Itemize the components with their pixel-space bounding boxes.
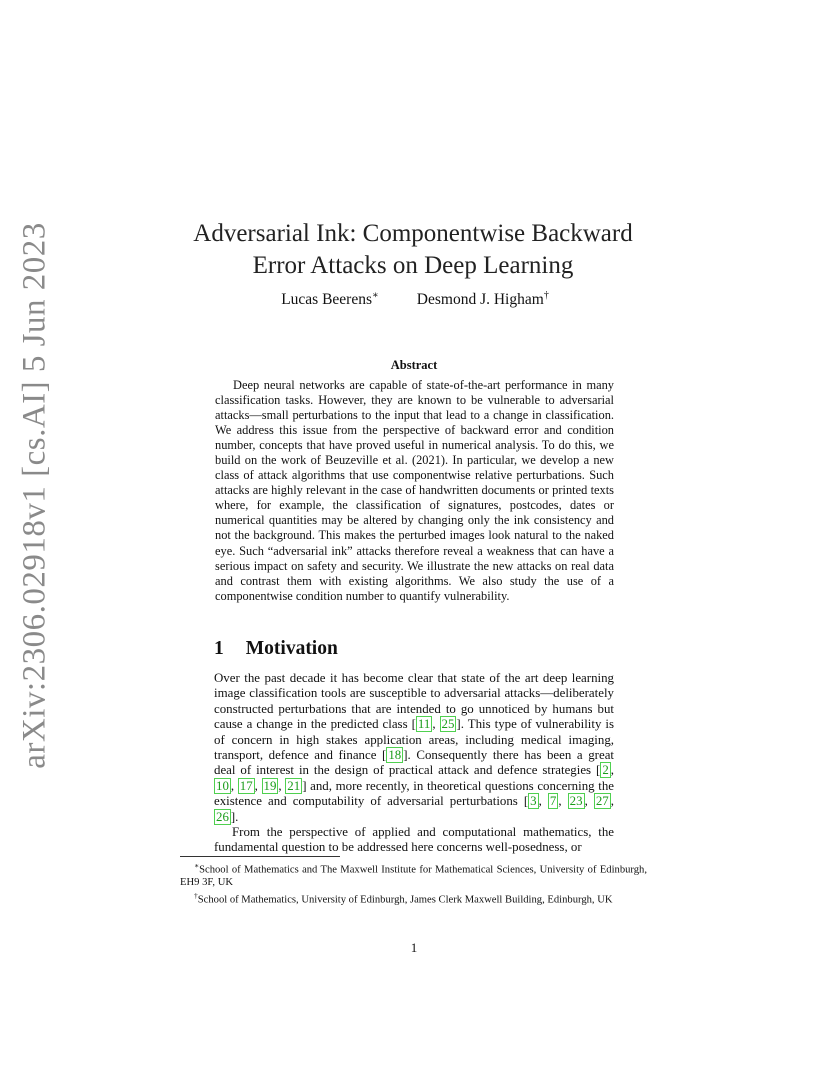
arxiv-identifier-stamp [10,221,60,769]
citation-link[interactable]: 17 [239,778,253,793]
footnote-divider [180,856,340,857]
citation-link[interactable]: 7 [549,794,557,809]
body-text-run: ]. This type of vulnerability is of concern in high stakes application areas, including medical imaging, transport, defence and finance [ [214,717,614,763]
citation-link[interactable]: 21 [287,778,301,793]
citation-link[interactable]: 10 [216,778,229,793]
citation-link[interactable]: 11 [417,717,431,732]
author-name: Desmond J. Higham [416,291,544,309]
section-body [214,671,614,856]
body-paragraph: From the perspective of applied and computational mathematics, the fundamental question to be addressed here concerns well-posedness, or [214,825,614,855]
body-text-run: ]. Consequently there has been a great deal of interest in the design of practical attack and defence strategies [ [214,748,614,778]
citation-link[interactable]: 19 [263,778,277,793]
citation-link[interactable]: 3 [530,794,537,809]
citation-link[interactable]: 23 [569,794,583,809]
body-text-run: Over the past decade it has become clear that state of the art deep learning image classification tools are susceptible to adversarial attacks—deliberately constructed perturbations that are intended to go unnoticed by humans but cause a change in the predicted class [ [214,671,614,732]
footnote-mark: ∗ [194,861,200,870]
author-name: Lucas Beerens [281,291,372,309]
author [417,290,549,309]
citation-link[interactable]: 18 [388,748,402,763]
section-title: Motivation [245,638,338,659]
citation-link[interactable]: 27 [595,794,609,809]
paper-title: Adversarial Ink: Componentwise Backward Error Attacks on Deep Learning [193,220,633,279]
section-number: 1 [214,638,224,659]
citation-link[interactable]: 2 [602,763,609,778]
footnote [180,860,647,890]
footnote-mark: † [194,890,198,900]
author-footnote-mark: ∗ [372,290,379,301]
citation-link[interactable]: 26 [216,809,229,824]
body-text-run: ]. [230,809,239,824]
footnotes [180,860,647,907]
footnote [180,890,647,907]
body-text-run: ] and, more recently, in theoretical questions concerning the existence and computability of adversarial perturbations [ [214,778,614,809]
author-footnote-mark: † [543,290,549,301]
author-list [215,290,615,309]
body-text-run: , [432,717,440,732]
arxiv-identifier: arXiv:2306.02918v1 [cs.AI] 5 Jun 2023 [16,221,53,769]
page-number: 1 [410,940,418,955]
footnote-text: School of Mathematics, University of Edinburgh, James Clerk Maxwell Building, Edinburgh, UK [197,894,613,906]
footnote-text: School of Mathematics and The Maxwell Institute for Mathematical Sciences, University of Edinburgh, EH9 3F, UK [180,864,647,889]
body-paragraph: Over the past decade it has become clear that state of the art deep learning image classification tools are susceptible to adversarial attacks—deliberately constructed perturbations that are intended to go unnoticed by humans but cause a change in the predicted class [ 11 , 25 ]. This type of vulnerability is of concern in high stakes application areas, including medical imaging, transport, defence and finance [ 18 ]. Consequently there has been a great deal of interest in the design of practical attack and defence strategies [ 2 , 10 , 17 , 19 , 21 ] and, more recently, in theoretical questions concerning the existence and computability of adversarial perturbations [ 3 , 7 , 23 , 27 , 26 ]. [214,671,614,824]
citation-link[interactable]: 25 [441,717,455,732]
author [281,290,379,309]
abstract-text: Deep neural networks are capable of state-of-the-art performance in many classification tasks. However, they are known to be vulnerable to adversarial attacks—small perturbations to the input that lead to a change in classification. We address this issue from the perspective of backward error and condition number, concepts that have proved useful in numerical analysis. To do this, we build on the work of Beuzeville et al. (2021). In particular, we develop a new class of attack algorithms that use componentwise relative perturbations. Such attacks are highly relevant in the case of handwritten documents or printed texts where, for example, the classification of signatures, postcodes, dates or numerical quantities may be altered by changing only the ink consistency and not the background. This makes the perturbed images look natural to the naked eye. Such “adversarial ink” attacks therefore reveal a weakness that can have a serious impact on safety and security. We illustrate the new attacks on real data and contrast them with existing algorithms. We also study the use of a componentwise condition number to quantify vulnerability. [215,378,614,603]
abstract-heading: Abstract [390,358,438,372]
section-heading [214,638,338,660]
